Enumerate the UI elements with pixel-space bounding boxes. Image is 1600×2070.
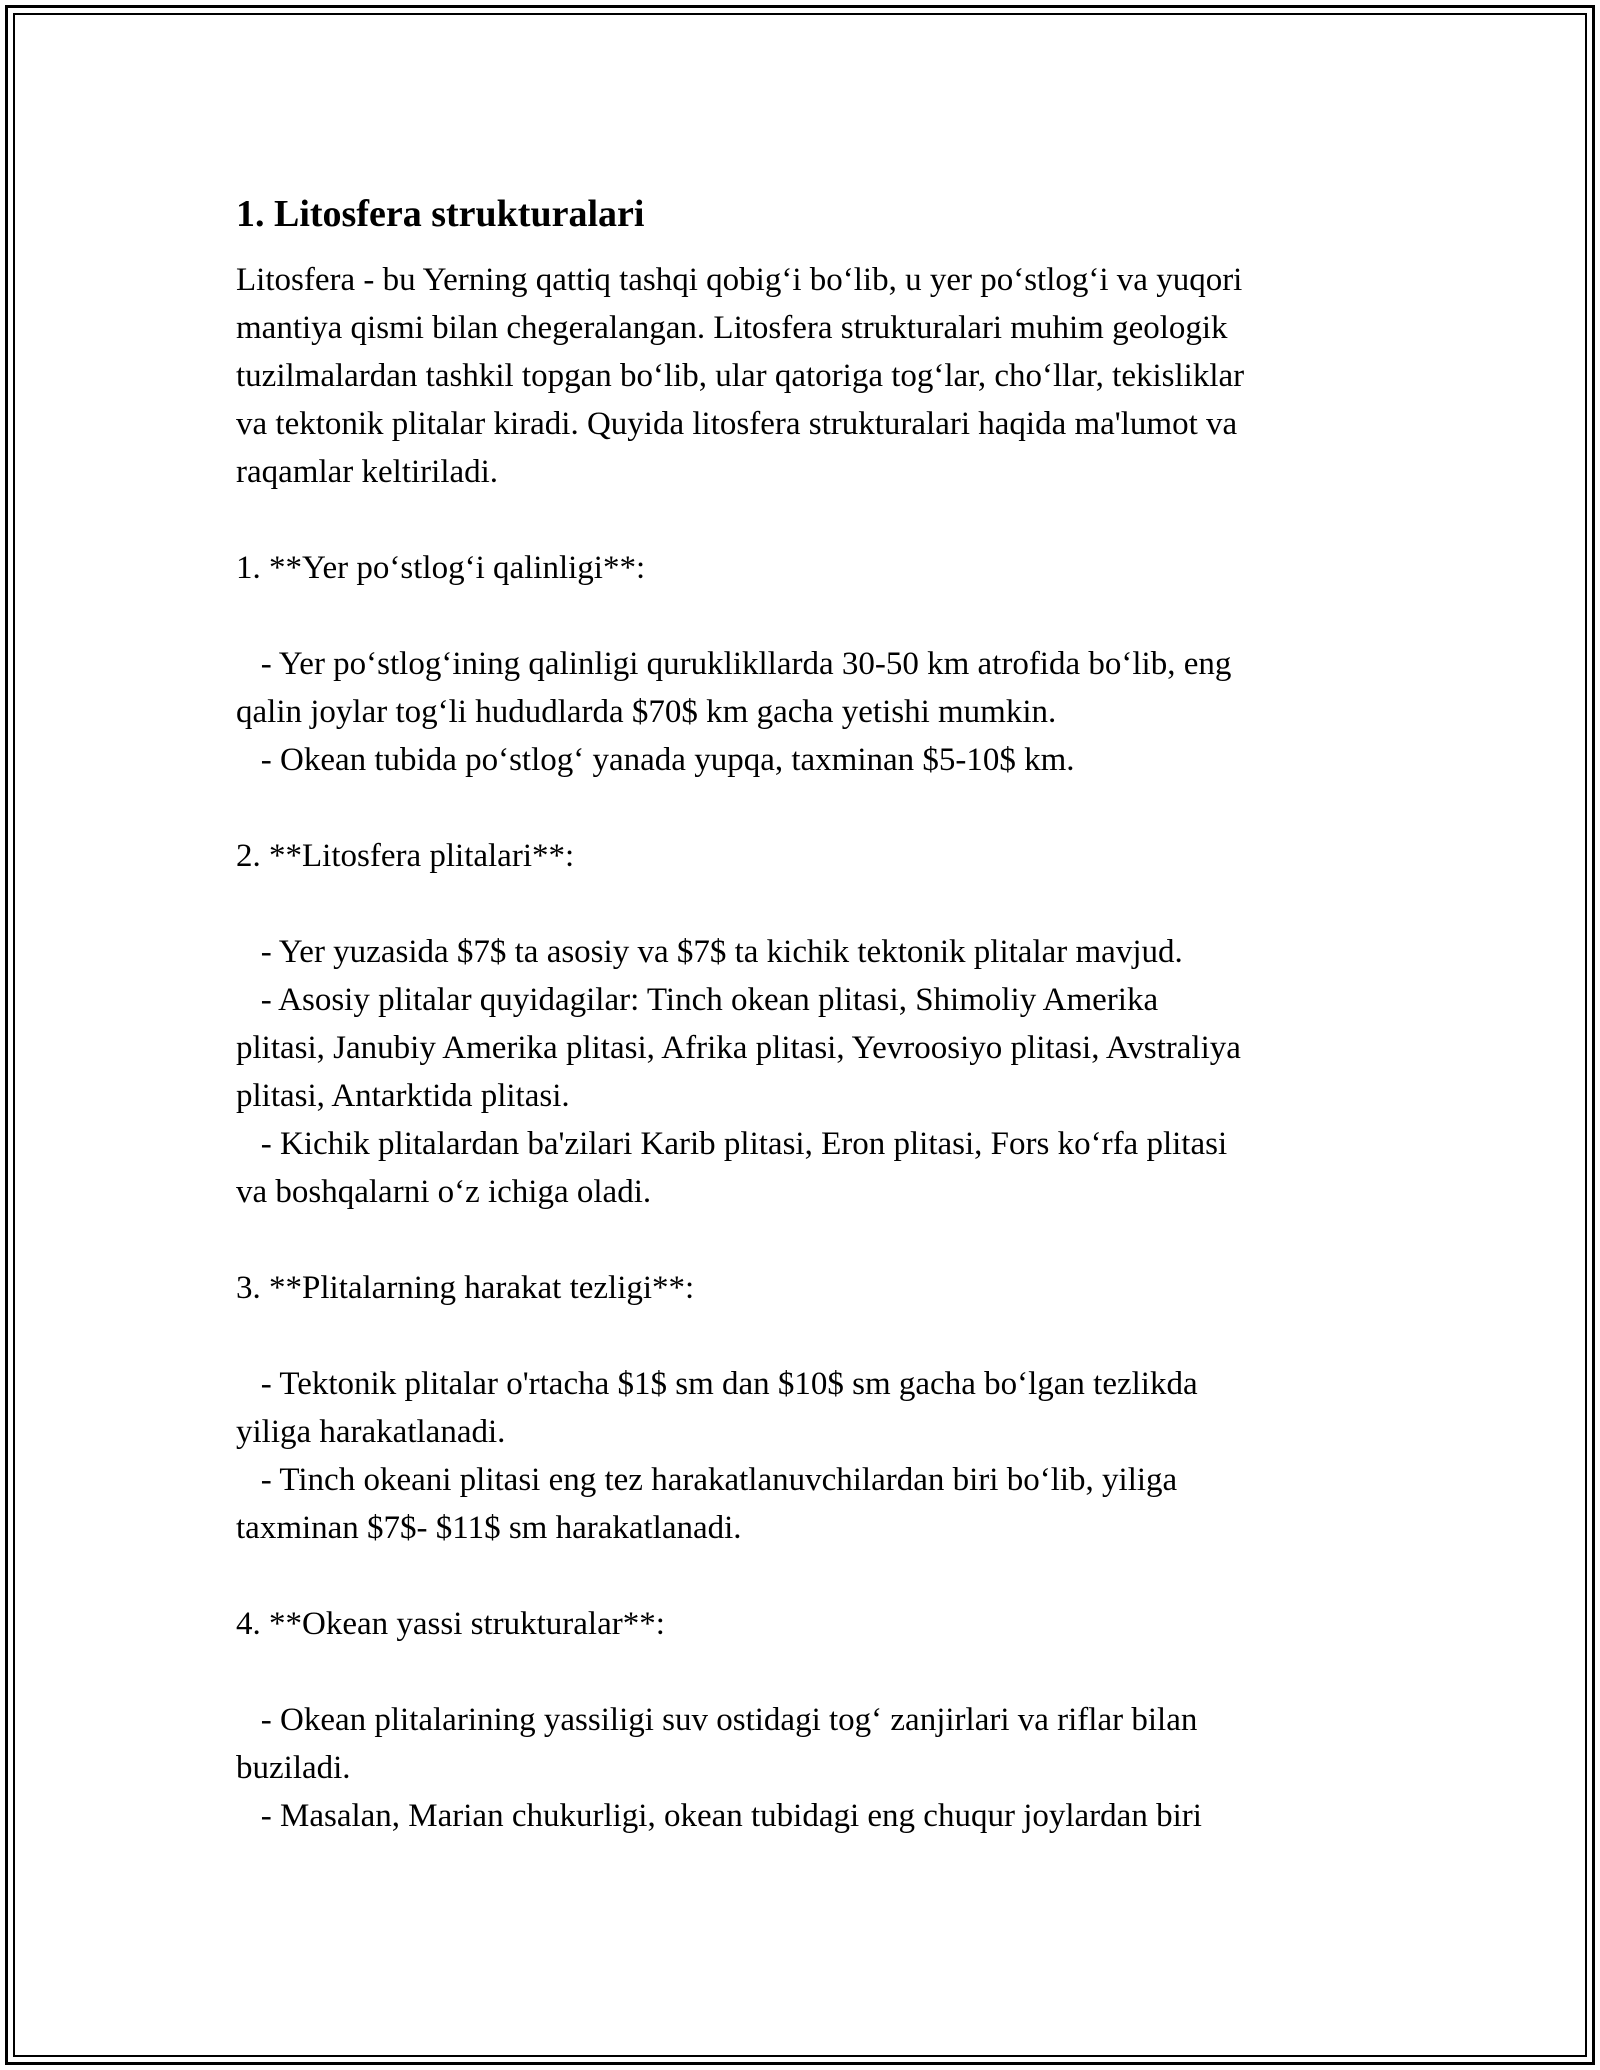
section-line: - Okean tubida po‘stlog‘ yanada yupqa, taxminan $5-10$ km. [236, 742, 1075, 778]
intro-line: va tektonik plitalar kiradi. Quyida litosfera strukturalari haqida ma'lumot va [236, 406, 1238, 442]
section-line: - Tinch okeani plitasi eng tez harakatlanuvchilardan biri bo‘lib, yiliga [236, 1462, 1178, 1498]
section-ocean-flat-structures [236, 1600, 1376, 1840]
section-line: - Masalan, Marian chukurligi, okean tubidagi eng chuqur joylardan biri [236, 1798, 1202, 1834]
intro-line: tuzilmalardan tashkil topgan bo‘lib, ular qatoriga tog‘lar, cho‘llar, tekisliklar [236, 358, 1245, 394]
section-heading: 4. **Okean yassi strukturalar**: [236, 1606, 665, 1642]
document-title: 1. Litosfera strukturalari [236, 193, 645, 235]
section-heading: 1. **Yer po‘stlog‘i qalinligi**: [236, 550, 646, 586]
section-heading: 2. **Litosfera plitalari**: [236, 838, 575, 874]
spacer [236, 880, 1376, 928]
intro-line: raqamlar keltiriladi. [236, 454, 499, 490]
section-line: qalin joylar tog‘li hududlarda $70$ km gacha yetishi mumkin. [236, 694, 1057, 730]
document-body [236, 186, 1376, 1840]
spacer [236, 1648, 1376, 1696]
section-line: - Yer yuzasida $7$ ta asosiy va $7$ ta kichik tektonik plitalar mavjud. [236, 934, 1183, 970]
section-line: - Kichik plitalardan ba'zilari Karib plitasi, Eron plitasi, Fors ko‘rfa plitasi [236, 1126, 1228, 1162]
spacer [236, 1216, 1376, 1264]
spacer [236, 1552, 1376, 1600]
section-plate-speed [236, 1264, 1376, 1552]
section-line: plitasi, Antarktida plitasi. [236, 1078, 570, 1114]
section-line: - Okean plitalarining yassiligi suv ostidagi tog‘ zanjirlari va riflar bilan [236, 1702, 1198, 1738]
section-line: yiliga harakatlanadi. [236, 1414, 506, 1450]
section-line: plitasi, Janubiy Amerika plitasi, Afrika plitasi, Yevroosiyo plitasi, Avstraliya [236, 1030, 1241, 1066]
section-line: va boshqalarni o‘z ichiga oladi. [236, 1174, 652, 1210]
section-crust-thickness [236, 544, 1376, 784]
section-line: - Asosiy plitalar quyidagilar: Tinch okean plitasi, Shimoliy Amerika [236, 982, 1159, 1018]
section-heading: 3. **Plitalarning harakat tezligi**: [236, 1270, 695, 1306]
spacer [236, 592, 1376, 640]
spacer [236, 1312, 1376, 1360]
section-line: taxminan $7$- $11$ sm harakatlanadi. [236, 1510, 742, 1546]
spacer [236, 496, 1376, 544]
section-lithosphere-plates [236, 832, 1376, 1216]
section-line: - Yer po‘stlog‘ining qalinligi quruklikllarda 30-50 km atrofida bo‘lib, eng [236, 646, 1232, 682]
intro-line: mantiya qismi bilan chegeralangan. Litosfera strukturalari muhim geologik [236, 310, 1228, 346]
spacer [236, 784, 1376, 832]
section-line: - Tektonik plitalar o'rtacha $1$ sm dan $10$ sm gacha bo‘lgan tezlikda [236, 1366, 1198, 1402]
intro-paragraph [236, 256, 1376, 496]
section-line: buziladi. [236, 1750, 351, 1786]
intro-line: Litosfera - bu Yerning qattiq tashqi qobig‘i bo‘lib, u yer po‘stlog‘i va yuqori [236, 262, 1243, 298]
